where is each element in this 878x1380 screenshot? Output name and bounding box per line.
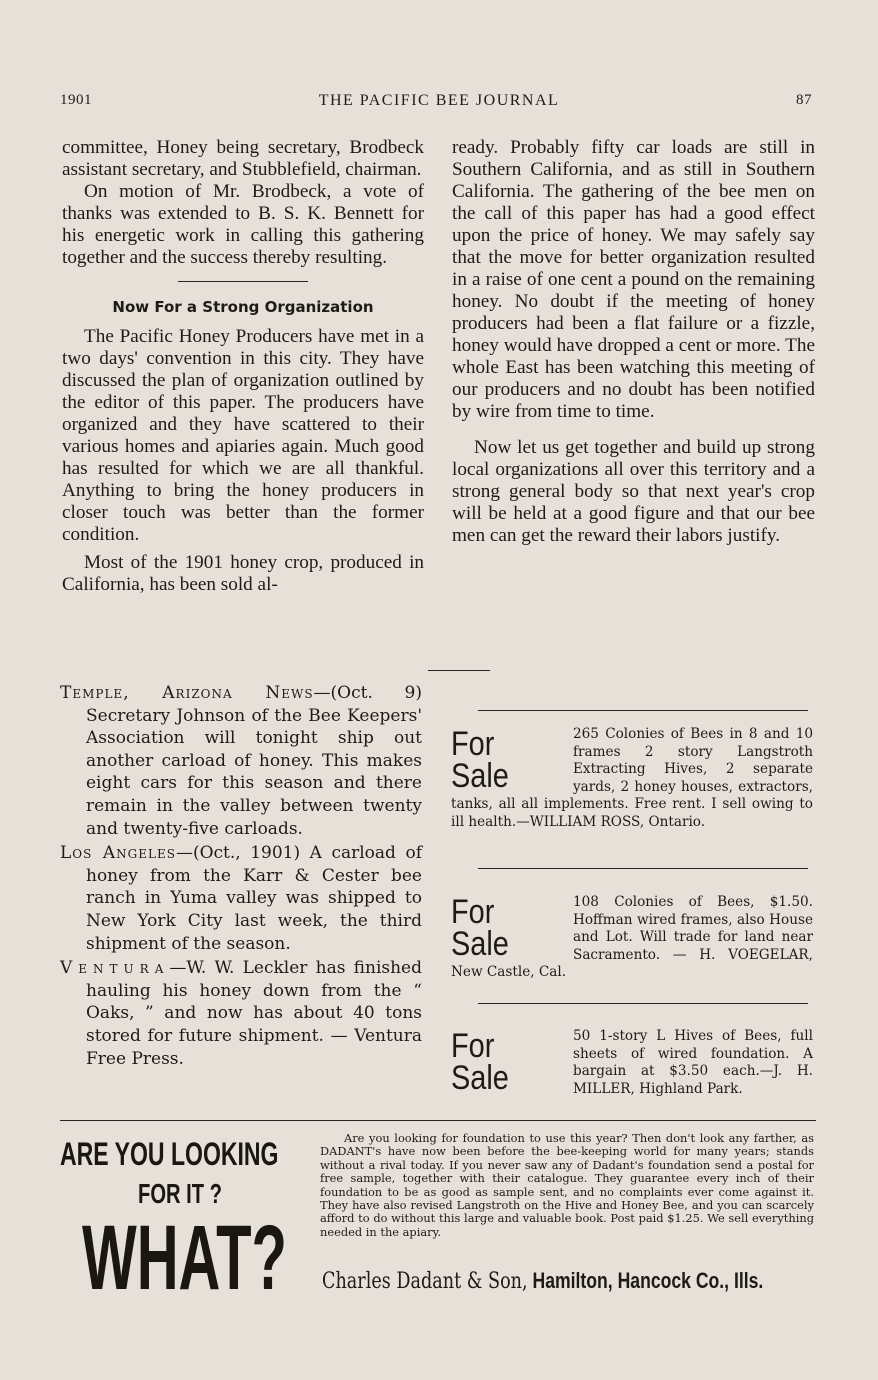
for-sale-label: For Sale (451, 725, 509, 795)
for-sale-ad-2 (451, 894, 813, 982)
for-sale-label: For Sale (451, 1027, 509, 1097)
news-text: —(Oct. 9) Secretary Johnson of the Bee Keepers' Association will tonight ship out another carload of honey. This makes eight cars for this season and there remain in the valley between twenty and twenty-five carloads. (86, 683, 423, 839)
news-item (60, 957, 422, 1070)
right-paragraph-2: Now let us get together and build up strong local organizations all over this territory and a strong general body so that next year's crop will be held at a good figure and that our bee men can get the reward their labors justify. (452, 437, 815, 546)
for-sale-ad-1 (451, 726, 813, 831)
news-item (60, 842, 422, 955)
header-year: 1901 (60, 92, 92, 108)
ad-text: 50 1-story L Hives of Bees, full sheets of wired foundation. A bargain at $3.50 each.—J. H. MILLER, Highland Park. (573, 1028, 813, 1097)
news-source: Temple, Arizona News (60, 683, 314, 703)
right-column (452, 137, 815, 547)
ad-headline-looking: ARE YOU LOOKING (60, 1136, 279, 1172)
news-items (60, 682, 422, 1072)
section-heading: Now For a Strong Organization (112, 298, 374, 316)
ad-rule (478, 710, 808, 711)
for-sale-label: For Sale (451, 893, 509, 963)
signature-place: Hamilton, Hancock Co., Ills. (532, 1268, 764, 1293)
for-sale-ad-3 (451, 1028, 813, 1098)
ad-headline-for-it: FOR IT ? (138, 1178, 222, 1209)
news-source: Ventura (60, 958, 170, 979)
news-item (60, 682, 422, 840)
left-paragraph-4: Most of the 1901 honey crop, produced in California, has been sold al- (62, 552, 424, 595)
left-paragraph-1: committee, Honey being secretary, Brodbeck assistant secretary, and Stubblefield, chairman. (62, 137, 424, 180)
ad-rule (478, 868, 808, 869)
news-source: Los Angeles (60, 843, 176, 864)
left-paragraph-3: The Pacific Honey Producers have met in a two days' convention in this city. They have discussed the plan of organization outlined by the editor of this paper. The producers have organized and they have scattered to their various homes and apiaries again. Much good has resulted for which we are all thankful. Anything to bring the honey producers in closer touch was better than the former condition. (62, 326, 424, 545)
section-divider (178, 281, 308, 282)
right-paragraph-1: ready. Probably fifty car loads are still in Southern California, and as still in Southern California. The gathering of the bee men on the call of this paper has had a good effect upon the price of honey. We may safely say that the move for better organization resulted in a raise of one cent a pound on the remaining honey. No doubt if the meeting of honey producers had been a flat failure or a fizzle, honey would have dropped a cent or more. The whole East has been watching this meeting of our producers and no doubt has been notified by wire from time to time. (452, 137, 815, 422)
news-text: —W. W. Leckler has finished hauling his honey down from the “ Oaks, ” and now has about 40 tons stored for future shipment. — Ventura Free Press. (86, 958, 422, 1069)
left-paragraph-2: On motion of Mr. Brodbeck, a vote of thanks was extended to B. S. K. Bennett for his energetic work in calling this gathering together and the success thereby resulting. (62, 181, 424, 268)
dadant-signature (322, 1268, 763, 1294)
ad-text: 108 Colonies of Bees, $1.50. Hoffman wired frames, also House and Lot. Will trade for land near Sacramento. — H. VOEGELAR, New Castle, Cal. (451, 894, 813, 980)
journal-title: THE PACIFIC BEE JOURNAL (318, 92, 560, 109)
left-column (62, 137, 424, 596)
ad-rule (478, 1003, 808, 1004)
news-text: —(Oct., 1901) A carload of honey from the Karr & Cester bee ranch in Yuma valley was shipped to New York City last week, the third shipment of the season. (86, 843, 422, 954)
signature-name: Charles Dadant & Son, (322, 1269, 528, 1294)
page-number: 87 (796, 92, 812, 108)
ad-headline-what: WHAT? (82, 1207, 287, 1309)
column-end-rule (428, 670, 490, 671)
bottom-rule (60, 1120, 816, 1121)
dadant-ad-body: Are you looking for foundation to use this year? Then don't look any farther, as DADANT's have now been before the bee-keeping world for many years; stands without a rival today. If you never saw any of Dadant's foundation send a postal for free sample, together with their catalogue. They guarantee every inch of their foundation to be as good as sample sent, and no complaints ever come against it. They have also revised Langstroth on the Hive and Honey Bee, and you can scarcely afford to do without this large and valuable book. Post paid $1.25. We sell everything needed in the apiary. (320, 1131, 814, 1239)
dadant-advertisement (58, 1130, 828, 1320)
ad-text: 265 Colonies of Bees in 8 and 10 frames 2 story Langstroth Extracting Hives, 2 separate yards, 2 honey houses, extractors, tanks, all all implements. Free rent. I sell owing to ill health.—WILLIAM ROSS, Ontario. (451, 726, 813, 830)
